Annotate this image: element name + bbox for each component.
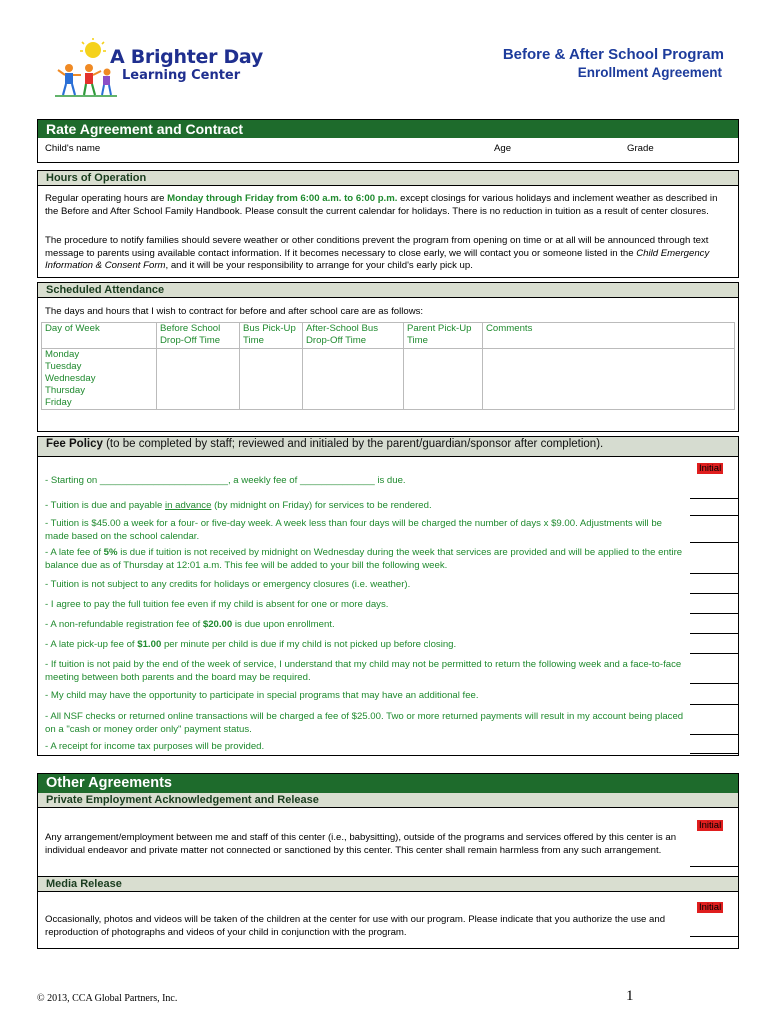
after-school-input[interactable] xyxy=(303,349,404,410)
grade-label: Grade xyxy=(627,143,654,154)
other-heading: Other Agreements xyxy=(38,774,738,793)
day-wednesday: Wednesday xyxy=(45,373,96,384)
initial-line[interactable] xyxy=(690,515,738,516)
fee-item-nonpayment: - If tuition is not paid by the end of the week of service, I understand that my child may not be permitted to return the following week and a face-to-face meeting between both parents and the board may be required. xyxy=(45,659,682,683)
initial-line[interactable] xyxy=(690,573,738,574)
col-bus-pickup: Bus Pick-Up Time xyxy=(240,323,303,349)
col-after-school: After-School Bus Drop-Off Time xyxy=(303,323,404,349)
col-parent-pickup: Parent Pick-Up Time xyxy=(404,323,483,349)
initial-line[interactable] xyxy=(690,704,738,705)
hours-paragraph-1: Regular operating hours are Monday through Friday from 6:00 a.m. to 6:00 p.m. except closings for various holidays and inclement weather as described in the Before and After School Family Handbook. Please consult the current calendar for holidays. There is no reduction in tuition as a result of center closures. xyxy=(45,193,718,217)
day-thursday: Thursday xyxy=(45,385,85,396)
attendance-table xyxy=(41,322,735,410)
initial-line[interactable] xyxy=(690,613,738,614)
initial-line[interactable] xyxy=(690,593,738,594)
logo-subtitle: Learning Center xyxy=(122,68,241,83)
day-friday: Friday xyxy=(45,397,72,408)
attendance-heading: Scheduled Attendance xyxy=(38,283,738,298)
bus-pickup-input[interactable] xyxy=(240,349,303,410)
fee-policy-section xyxy=(37,436,739,756)
hours-heading: Hours of Operation xyxy=(38,170,738,186)
day-tuesday: Tuesday xyxy=(45,361,82,372)
fee-item-registration: - A non-refundable registration fee of $20.00 is due upon enrollment. xyxy=(45,619,335,630)
attendance-header-row xyxy=(42,323,735,349)
day-monday: Monday xyxy=(45,349,80,360)
initial-line[interactable] xyxy=(690,936,738,937)
attendance-section xyxy=(37,282,739,432)
initial-line[interactable] xyxy=(690,866,738,867)
col-before-school: Before School Drop-Off Time xyxy=(157,323,240,349)
logo-title: A Brighter Day xyxy=(110,46,263,68)
attendance-intro: The days and hours that I wish to contract for before and after school care are as follows: xyxy=(45,306,424,317)
page-subtitle: Enrollment Agreement xyxy=(577,65,722,80)
page-number: 1 xyxy=(626,988,634,1004)
fee-item-start: - Starting on ________________________, a weekly fee of ______________ is due. xyxy=(45,475,406,486)
media-text: Occasionally, photos and videos will be taken of the children at the center for use with our program. Please indicate that you authorize the use and reproduction of photographs and videos of your child in conjunction with the program. xyxy=(45,914,666,938)
copyright: © 2013, CCA Global Partners, Inc. xyxy=(37,993,178,1004)
fee-item-late-fee: - A late fee of 5% is due if tuition is not received by midnight on Wednesday during the week that services are provided and will be applied to the entire balance due as of Thursday at 12:01 a.m. This fee will be added to your bill the following week. xyxy=(45,547,683,571)
initial-line[interactable] xyxy=(690,633,738,634)
child-info-field[interactable] xyxy=(38,140,738,162)
hours-section xyxy=(37,170,739,278)
before-school-input[interactable] xyxy=(157,349,240,410)
private-initial-label: Initial xyxy=(699,820,722,831)
initial-line[interactable] xyxy=(690,542,738,543)
section-heading: Rate Agreement and Contract xyxy=(38,120,738,138)
initial-line[interactable] xyxy=(690,753,738,754)
fee-item-late-pickup: - A late pick-up fee of $1.00 per minute per child is due if my child is not picked up before closing. xyxy=(45,639,457,650)
initial-line[interactable] xyxy=(690,498,738,499)
col-day: Day of Week xyxy=(42,323,157,349)
fee-initial-label: Initial xyxy=(699,463,722,474)
initial-line[interactable] xyxy=(690,734,738,735)
initial-line[interactable] xyxy=(690,683,738,684)
initial-line[interactable] xyxy=(690,653,738,654)
private-heading: Private Employment Acknowledgement and Release xyxy=(38,793,738,808)
fee-item-credits: - Tuition is not subject to any credits for holidays or emergency closures (i.e. weather). xyxy=(45,579,411,590)
other-agreements-section xyxy=(37,773,739,949)
parent-pickup-input[interactable] xyxy=(404,349,483,410)
child-name-label: Child's name xyxy=(45,143,101,154)
media-initial-label: Initial xyxy=(699,902,722,913)
attendance-row xyxy=(42,349,735,410)
fee-item-receipt: - A receipt for income tax purposes will be provided. xyxy=(45,741,265,752)
fee-heading: Fee Policy (to be completed by staff; reviewed and initialed by the parent/guardian/sponsor after completion). xyxy=(38,437,738,457)
fee-item-tuition: - Tuition is $45.00 a week for a four- or five-day week. A week less than four days will be charged the number of days x $9.00. Adjustments will be made based on the school calendar. xyxy=(45,518,662,542)
fee-item-advance: - Tuition is due and payable in advance (by midnight on Friday) for services to be rendered. xyxy=(45,500,432,511)
fee-item-absent: - I agree to pay the full tuition fee even if my child is absent for one or more days. xyxy=(45,599,389,610)
page-title: Before & After School Program xyxy=(502,46,724,63)
fee-item-special-programs: - My child may have the opportunity to participate in special programs that may have an additional fee. xyxy=(45,690,479,701)
age-label: Age xyxy=(494,143,512,154)
fee-item-nsf: - All NSF checks or returned online transactions will be charged a fee of $25.00. Two or more returned payments will result in my account being placed on a "cash or money order only" payment status. xyxy=(45,711,684,735)
rate-agreement-section xyxy=(37,119,739,163)
comments-input[interactable] xyxy=(483,349,735,410)
hours-paragraph-2: The procedure to notify families should severe weather or other conditions prevent the program from opening on time or at all will be announced through text message to parents using available contact information. If it becomes necessary to close early, we will contact you or someone listed in the Child Emergency Information & Consent Form, and it will be your responsibility to arrange for your child's early pick up. xyxy=(45,235,710,271)
day-list xyxy=(42,349,157,410)
col-comments: Comments xyxy=(483,323,735,349)
private-text: Any arrangement/employment between me and staff of this center (i.e., babysitting), outside of the programs and services offered by this center is an individual endeavor and private matter not connected or sanctioned by this center. This center shall remain harmless from any such arrangement. xyxy=(45,832,677,856)
media-heading: Media Release xyxy=(38,876,738,892)
